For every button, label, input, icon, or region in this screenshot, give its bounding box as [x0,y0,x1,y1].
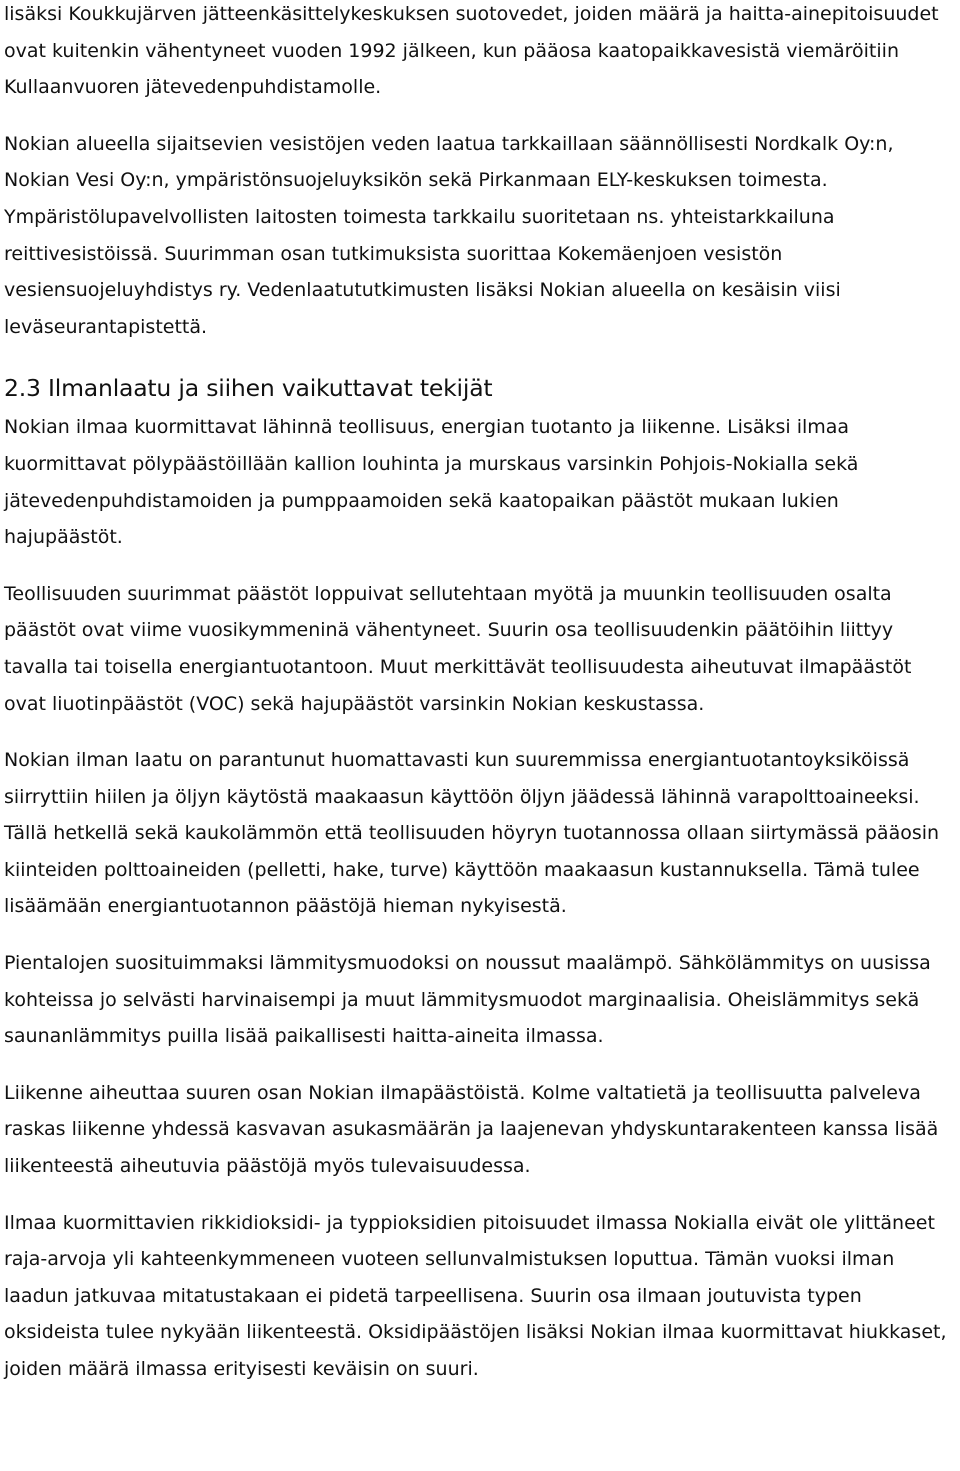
paragraph-traffic: Liikenne aiheuttaa suuren osan Nokian ilmapäästöistä. Kolme valtatietä ja teollisuutta palveleva raskas liikenne yhdessä kasvavan asukasmäärän ja laajenevan yhdyskuntarakenteen kanssa lisää liikenteestä aiheutuvia päästöjä myös tulevaisuudessa. [4,1081,939,1178]
paragraph-air-load-sources: Nokian ilmaa kuormittavat lähinnä teollisuus, energian tuotanto ja liikenne. Lisäksi ilmaa kuormittavat pölypäästöillään kallion louhinta ja murskaus varsinkin Pohjois-Nokialla sekä jätevedenpuhdistamoiden ja pumppaamoiden sekä kaatopaikan päästöt mukaan lukien hajupäästöt. [4,416,859,549]
paragraph-air-concentrations: Ilmaa kuormittavien rikkidioksidi- ja typpioksidien pitoisuudet ilmassa Nokialla eivät ole ylittäneet raja-arvoja yli kahteenkymmeneen vuoteen sellunvalmistuksen loputtua. Tämän vuoksi ilman laadun jatkuvaa mitatustakaan ei pidetä tarpeellisena. Suurin osa ilmaan joutuvista typen oksideista tulee nykyään liikenteestä. Oksidipäästöjen lisäksi Nokian ilmaa kuormittavat hiukkaset, joiden määrä ilmassa erityisesti keväisin on suuri. [4,1211,947,1380]
document-page [4,0,956,1388]
section-heading: 2.3 Ilmanlaatu ja siihen vaikuttavat tekijät [4,374,493,403]
paragraph-wastewater: lisäksi Koukkujärven jätteenkäsittelykeskuksen suotovedet, joiden määrä ja haitta-ainepitoisuudet ovat kuitenkin vähentyneet vuoden 1992 jälkeen, kun pääosa kaatopaikkavesistä viemäröitiin Kullaanvuoren jätevedenpuhdistamolle. [4,3,939,99]
paragraph-house-heating: Pientalojen suosituimmaksi lämmitysmuodoksi on noussut maalämpö. Sähkölämmitys on uusissa kohteissa jo selvästi harvinaisempi ja muut lämmitysmuodot marginaalisia. Oheislämmitys sekä saunanlämmitys puilla lisää paikallisesti haitta-aineita ilmassa. [4,952,931,1048]
paragraph-energy-production: Nokian ilman laatu on parantunut huomattavasti kun suuremmissa energiantuotantoyksiköissä siirryttiin hiilen ja öljyn käytöstä maakaasun käyttöön öljyn jäädessä lähinnä varapolttoaineeksi. Tällä hetkellä sekä kaukolämmön että teollisuuden höyryn tuotannossa ollaan siirtymässä pääosin kiinteiden polttoaineiden (pelletti, hake, turve) käyttöön maakaasun kustannuksella. Tämä tulee lisäämään energiantuotannon päästöjä hieman nykyisestä. [4,749,940,918]
paragraph-water-monitoring: Nokian alueella sijaitsevien vesistöjen veden laatua tarkkaillaan säännöllisesti Nordkalk Oy:n, Nokian Vesi Oy:n, ympäristönsuojeluyksikön sekä Pirkanmaan ELY-keskuksen toimesta. Ympäristölupavelvollisten laitosten toimesta tarkkailu suoritetaan ns. yhteistarkkailuna reittivesistöissä. Suurimman osan tutkimuksista suorittaa Kokemäenjoen vesistön vesiensuojeluyhdistys ry. Vedenlaatututkimusten lisäksi Nokian alueella on kesäisin viisi leväseurantapistettä. [4,132,894,338]
paragraph-industry-emissions: Teollisuuden suurimmat päästöt loppuivat sellutehtaan myötä ja muunkin teollisuuden osalta päästöt ovat viime vuosikymmeninä vähentyneet. Suurin osa teollisuudenkin päätöihin liittyy tavalla tai toisella energiantuotantoon. Muut merkittävät teollisuudesta aiheutuvat ilmapäästöt ovat liuotinpäästöt (VOC) sekä hajupäästöt varsinkin Nokian keskustassa. [4,582,912,715]
